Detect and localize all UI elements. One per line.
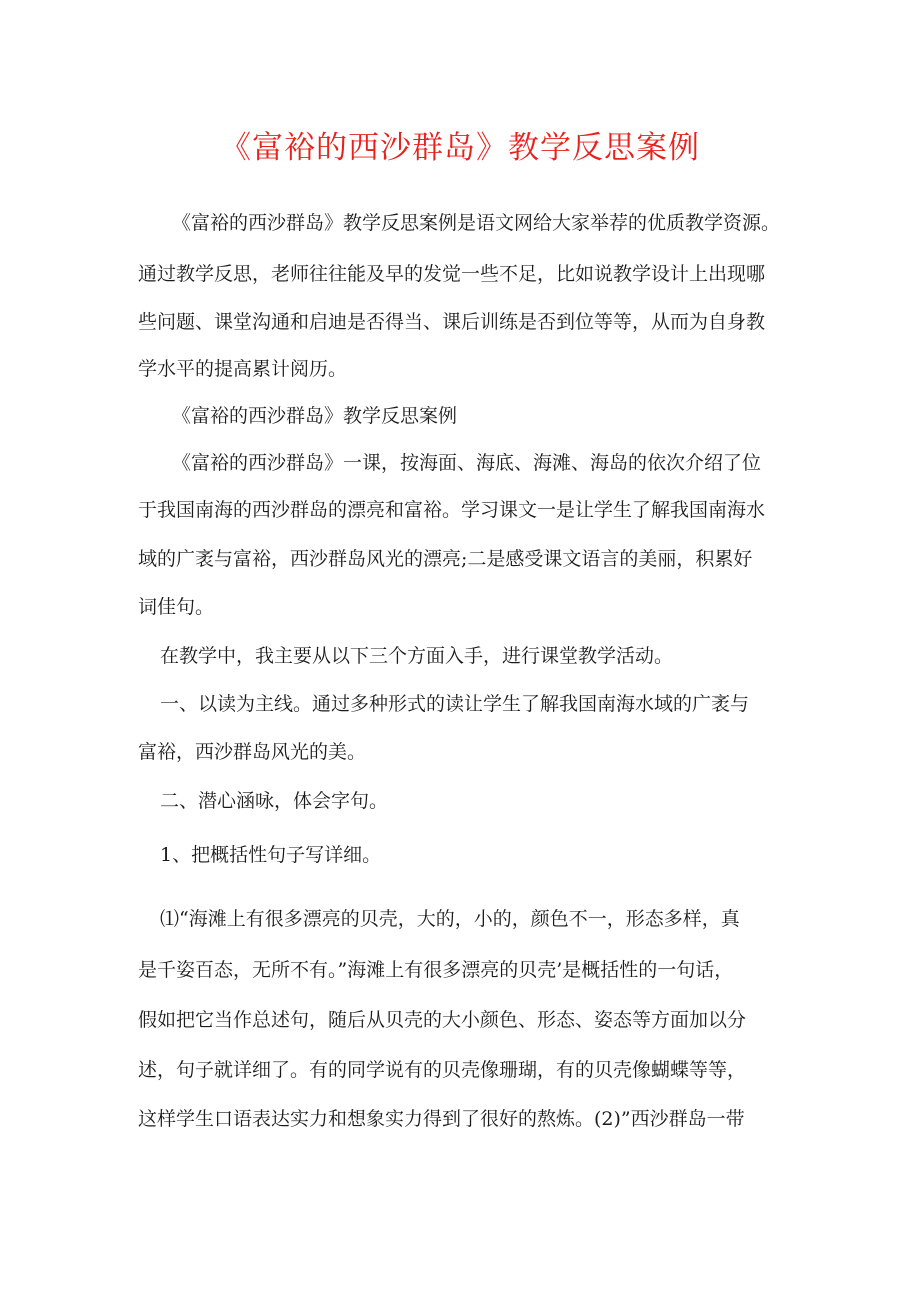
paragraph-line: 《富裕的西沙群岛》教学反思案例是语文网给大家举荐的优质教学资源。: [172, 212, 781, 234]
paragraph-line: ⑴“海滩上有很多漂亮的贝壳，大的，小的，颜色不一，形态多样，真: [160, 908, 740, 930]
paragraph-line: 述，句子就详细了。有的同学说有的贝壳像珊瑚，有的贝壳像蝴蝶等等，: [138, 1059, 747, 1081]
paragraph-line: 些问题、课堂沟通和启迪是否得当、课后训练是否到位等等，从而为自身教: [138, 311, 766, 333]
paragraph-line: 1、把概括性句子写详细。: [160, 844, 382, 866]
paragraph-line: 《富裕的西沙群岛》一课，按海面、海底、海滩、海岛的依次介绍了位: [172, 452, 762, 474]
paragraph-line: 是千姿百态，无所不有。”海滩上有很多漂亮的贝壳’是概括性的一句话，: [138, 959, 734, 981]
paragraph-line: 一、以读为主线。通过多种形式的读让学生了解我国南海水域的广袤与: [160, 693, 750, 715]
paragraph-line: 通过教学反思，老师往往能及早的发觉一些不足，比如说教学设计上出现哪: [138, 263, 766, 285]
paragraph-line: 二、潜心涵咏，体会字句。: [160, 790, 389, 812]
paragraph-line: 假如把它当作总述句，随后从贝壳的大小颜色、形态、姿态等方面加以分: [138, 1009, 747, 1031]
section-heading: 《富裕的西沙群岛》教学反思案例: [172, 405, 458, 427]
paragraph-line: 富裕，西沙群岛风光的美。: [138, 741, 367, 763]
document-title: 《富裕的西沙群岛》教学反思案例: [220, 130, 700, 166]
paragraph-line: 于我国南海的西沙群岛的漂亮和富裕。学习课文一是让学生了解我国南海水: [138, 499, 766, 521]
paragraph-line: 词佳句。: [138, 596, 215, 618]
paragraph-line: 学水平的提高累计阅历。: [138, 358, 348, 380]
paragraph-line: 域的广袤与富裕，西沙群岛风光的漂亮;二是感受课文语言的美丽，积累好: [138, 548, 753, 570]
paragraph-line: 在教学中，我主要从以下三个方面入手，进行课堂教学活动。: [160, 645, 674, 667]
paragraph-line: 这样学生口语表达实力和想象实力得到了很好的熬炼。(2)”西沙群岛一带: [138, 1108, 745, 1130]
